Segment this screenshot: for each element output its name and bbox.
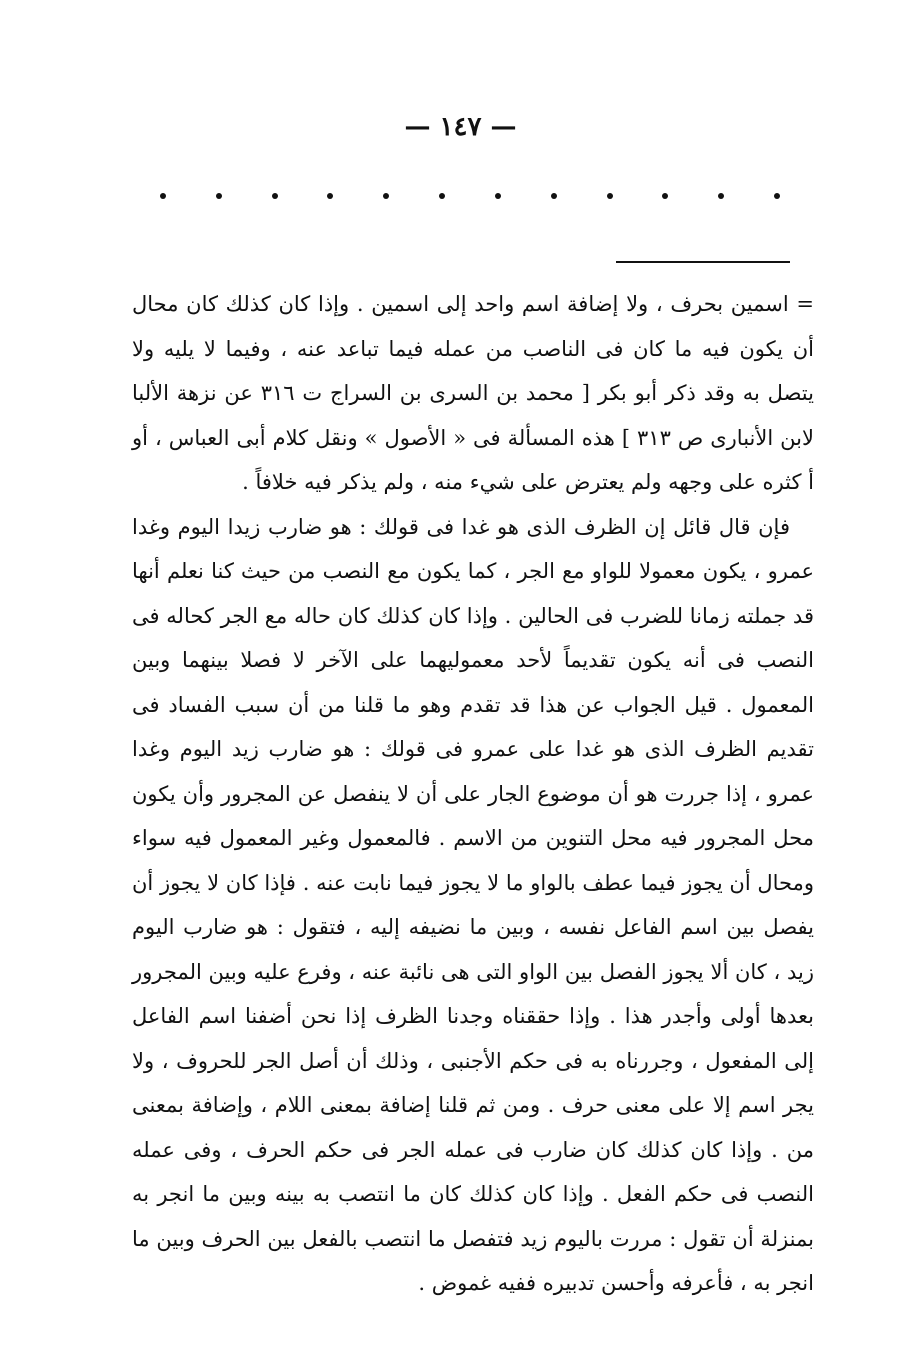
separator-dot	[272, 193, 278, 199]
separator-dots	[160, 186, 780, 206]
main-text	[132, 282, 814, 1306]
separator-dot	[439, 193, 445, 199]
separator-dot	[327, 193, 333, 199]
footnote-rule	[616, 261, 790, 263]
separator-dot	[495, 193, 501, 199]
page-number: — ١٤٧ —	[404, 112, 517, 142]
separator-dot	[718, 193, 724, 199]
separator-dot	[383, 193, 389, 199]
separator-dot	[774, 193, 780, 199]
paragraph-footnote-continuation: = اسمين بحرف ، ولا إضافة اسم واحد إلى اسمين . وإذا كان كذلك كان محال أن يكون فيه ما كان فى الناصب من عمله فيما تباعد عنه ، وفيما لا يليه ولا يتصل به وقد ذكر أبو بكر [ محمد بن السرى بن السراج ت ٣١٦ عن نزهة الألبا لابن الأنبارى ص ٣١٣ ] هذه المسألة فى « الأصول » ونقل كلام أبى العباس ، أو أ كثره على وجهه ولم يعترض على شيء منه ، ولم يذكر فيه خلافاً .	[132, 292, 814, 494]
separator-dot	[551, 193, 557, 199]
separator-dot	[662, 193, 668, 199]
separator-dot	[160, 193, 166, 199]
separator-dot	[607, 193, 613, 199]
separator-dot	[216, 193, 222, 199]
paragraph-objection-and-reply: فإن قال قائل إن الظرف الذى هو غدا فى قولك : هو ضارب زيدا اليوم وغدا عمرو ، يكون معمولا للواو مع الجر ، كما يكون مع النصب من حيث كنا نعلم أنها قد جملته زمانا للضرب فى الحالين . وإذا كان كذلك كان حاله مع الجر كحاله فى النصب فى أنه يكون تقديماً لأحد معموليهما على الآخر لا فصلا بينهما وبين المعمول . قيل الجواب عن هذا قد تقدم وهو ما قلنا من أن سبب الفساد فى تقديم الظرف الذى هو غدا على عمرو فى قولك : هو ضارب زيد اليوم وغدا عمرو ، إذا جررت هو أن موضوع الجار على أن لا ينفصل عن المجرور وأن يكون محل المجرور فيه محل التنوين من الاسم . فالمعمول وغير المعمول فيه سواء ومحال أن يجوز فيما عطف بالواو ما لا يجوز فيما نابت عنه . فإذا كان لا يجوز أن يفصل بين اسم الفاعل نفسه ، وبين ما نضيفه إليه ، فتقول : هو ضارب اليوم زيد ، كان ألا يجوز الفصل بين الواو التى هى نائبة عنه ، وفرع عليه وبين المجرور بعدها أولى وأجدر هذا . وإذا حققناه وجدنا الظرف إذا نحن أضفنا اسم الفاعل إلى المفعول ، وجررناه به فى حكم الأجنبى ، وذلك أن أصل الجر للحروف ، ولا يجر اسم إلا على معنى حرف . ومن ثم قلنا إضافة بمعنى اللام ، وإضافة بمعنى من . وإذا كان كذلك كان ضارب فى عمله الجر فى حكم الحرف ، وفى عمله النصب فى حكم الفعل . وإذا كان كذلك كان ما انتصب به بينه وبين ما انجر به بمنزلة أن تقول : مررت باليوم زيد فتفصل ما انتصب بالفعل بين الحرف وبين ما انجر به ، فأعرفه وأحسن تدبيره ففيه غموض .	[132, 514, 814, 1295]
